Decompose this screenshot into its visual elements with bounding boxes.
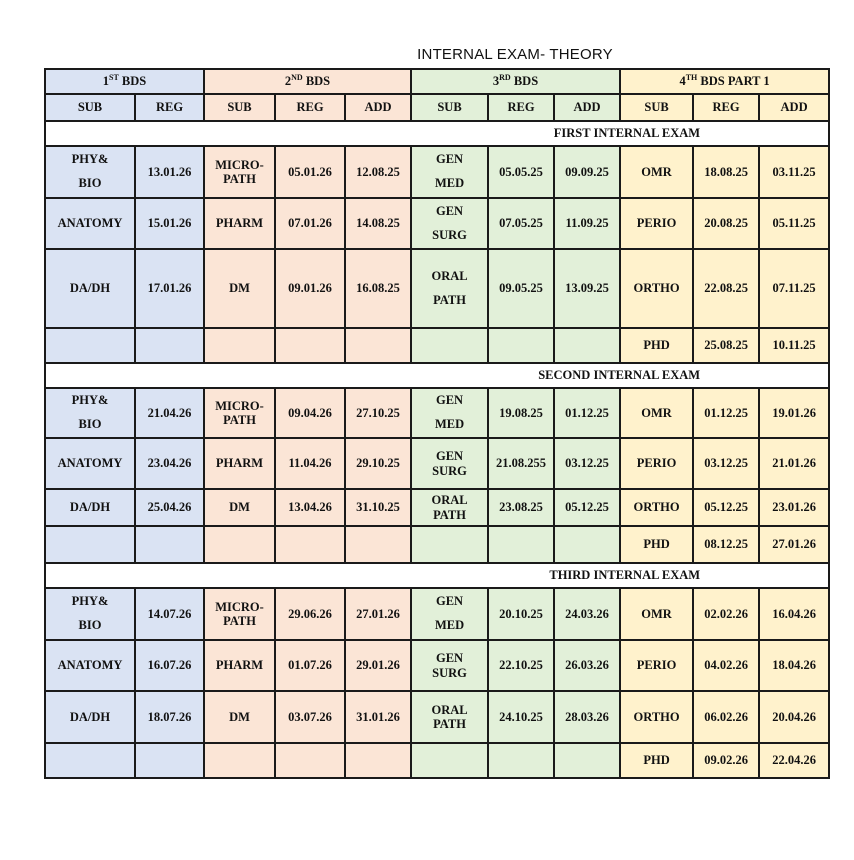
table-cell xyxy=(135,743,204,778)
table-cell: DM xyxy=(204,489,275,526)
table-cell: 22.10.25 xyxy=(488,640,554,691)
exam-section-title: FIRST INTERNAL EXAM xyxy=(45,121,829,146)
exam-section-row xyxy=(45,363,829,388)
table-cell xyxy=(204,328,275,363)
table-cell: 22.08.25 xyxy=(693,249,759,328)
table-cell xyxy=(488,526,554,563)
table-cell xyxy=(411,743,488,778)
table-cell: DA/DH xyxy=(45,249,135,328)
table-cell: GEN MED xyxy=(411,588,488,640)
table-cell: GEN SURG xyxy=(411,438,488,489)
table-cell: 25.04.26 xyxy=(135,489,204,526)
table-row xyxy=(45,489,829,526)
table-cell: MICRO- PATH xyxy=(204,388,275,438)
column-header: SUB xyxy=(411,94,488,121)
table-cell: 22.04.26 xyxy=(759,743,829,778)
table-cell: 02.02.26 xyxy=(693,588,759,640)
table-row xyxy=(45,146,829,198)
column-header: REG xyxy=(275,94,345,121)
table-cell xyxy=(345,743,411,778)
table-cell: 27.10.25 xyxy=(345,388,411,438)
table-cell: DA/DH xyxy=(45,489,135,526)
table-cell: 10.11.25 xyxy=(759,328,829,363)
table-cell: 19.01.26 xyxy=(759,388,829,438)
table-cell: 21.01.26 xyxy=(759,438,829,489)
column-header: SUB xyxy=(620,94,693,121)
table-cell: 31.10.25 xyxy=(345,489,411,526)
table-cell xyxy=(45,526,135,563)
table-cell: 13.04.26 xyxy=(275,489,345,526)
column-header: ADD xyxy=(759,94,829,121)
table-cell: ANATOMY xyxy=(45,640,135,691)
table-cell: 23.04.26 xyxy=(135,438,204,489)
table-cell: ORAL PATH xyxy=(411,489,488,526)
table-cell: 09.02.26 xyxy=(693,743,759,778)
table-cell: MICRO- PATH xyxy=(204,588,275,640)
column-header: ADD xyxy=(345,94,411,121)
table-cell xyxy=(488,743,554,778)
table-cell: PHARM xyxy=(204,438,275,489)
table-cell: 05.12.25 xyxy=(554,489,620,526)
table-cell: 27.01.26 xyxy=(759,526,829,563)
table-cell xyxy=(275,328,345,363)
table-cell: ORTHO xyxy=(620,691,693,743)
table-cell: 20.10.25 xyxy=(488,588,554,640)
table-cell: 09.05.25 xyxy=(488,249,554,328)
table-cell: 07.05.25 xyxy=(488,198,554,249)
table-cell: ANATOMY xyxy=(45,198,135,249)
table-row xyxy=(45,249,829,328)
table-cell xyxy=(204,743,275,778)
table-cell: 04.02.26 xyxy=(693,640,759,691)
column-header: REG xyxy=(693,94,759,121)
table-cell: GEN SURG xyxy=(411,640,488,691)
table-row xyxy=(45,640,829,691)
table-cell xyxy=(345,526,411,563)
year-header: 1ST BDS xyxy=(45,69,204,94)
table-cell xyxy=(411,526,488,563)
table-cell: PHARM xyxy=(204,640,275,691)
table-cell: DA/DH xyxy=(45,691,135,743)
table-cell: 25.08.25 xyxy=(693,328,759,363)
table-cell: 01.12.25 xyxy=(693,388,759,438)
table-cell: DM xyxy=(204,691,275,743)
table-cell: 09.04.26 xyxy=(275,388,345,438)
table-cell xyxy=(275,743,345,778)
table-row xyxy=(45,691,829,743)
table-cell: GEN MED xyxy=(411,146,488,198)
table-row xyxy=(45,438,829,489)
table-cell: 13.01.26 xyxy=(135,146,204,198)
table-cell: 16.08.25 xyxy=(345,249,411,328)
table-cell: 16.04.26 xyxy=(759,588,829,640)
table-row xyxy=(45,743,829,778)
table-cell: DM xyxy=(204,249,275,328)
table-cell xyxy=(554,328,620,363)
table-cell: 12.08.25 xyxy=(345,146,411,198)
table-cell xyxy=(204,526,275,563)
year-header-row xyxy=(45,69,829,94)
table-row xyxy=(45,388,829,438)
year-header: 4TH BDS PART 1 xyxy=(620,69,829,94)
table-row xyxy=(45,198,829,249)
table-cell: 20.04.26 xyxy=(759,691,829,743)
table-cell: 23.08.25 xyxy=(488,489,554,526)
table-cell: OMR xyxy=(620,146,693,198)
table-cell: 24.03.26 xyxy=(554,588,620,640)
column-header-row xyxy=(45,94,829,121)
table-cell: 21.08.255 xyxy=(488,438,554,489)
column-header: SUB xyxy=(45,94,135,121)
exam-section-title: SECOND INTERNAL EXAM xyxy=(45,363,829,388)
table-cell: 24.10.25 xyxy=(488,691,554,743)
exam-section-title: THIRD INTERNAL EXAM xyxy=(45,563,829,588)
table-cell: 31.01.26 xyxy=(345,691,411,743)
table-cell: 29.01.26 xyxy=(345,640,411,691)
table-cell: 08.12.25 xyxy=(693,526,759,563)
column-header: SUB xyxy=(204,94,275,121)
table-cell: 19.08.25 xyxy=(488,388,554,438)
table-cell: PHD xyxy=(620,526,693,563)
column-header: ADD xyxy=(554,94,620,121)
table-cell: ORTHO xyxy=(620,489,693,526)
table-cell: 18.07.26 xyxy=(135,691,204,743)
table-cell: 05.11.25 xyxy=(759,198,829,249)
page-title: INTERNAL EXAM- THEORY xyxy=(417,46,613,63)
table-cell: 29.06.26 xyxy=(275,588,345,640)
table-row xyxy=(45,526,829,563)
table-cell xyxy=(554,743,620,778)
table-cell: 07.01.26 xyxy=(275,198,345,249)
table-cell: 14.08.25 xyxy=(345,198,411,249)
table-cell: OMR xyxy=(620,388,693,438)
table-cell: PHY& BIO xyxy=(45,146,135,198)
table-cell xyxy=(135,526,204,563)
table-cell: GEN SURG xyxy=(411,198,488,249)
table-cell: GEN MED xyxy=(411,388,488,438)
table-cell xyxy=(135,328,204,363)
table-cell: 15.01.26 xyxy=(135,198,204,249)
table-cell xyxy=(45,328,135,363)
table-cell xyxy=(45,743,135,778)
table-cell: 17.01.26 xyxy=(135,249,204,328)
table-cell: 20.08.25 xyxy=(693,198,759,249)
table-cell: PERIO xyxy=(620,640,693,691)
exam-section-row xyxy=(45,121,829,146)
table-row xyxy=(45,588,829,640)
table-cell xyxy=(345,328,411,363)
table-cell: 05.05.25 xyxy=(488,146,554,198)
table-cell: 07.11.25 xyxy=(759,249,829,328)
table-cell: 21.04.26 xyxy=(135,388,204,438)
table-cell: 03.12.25 xyxy=(554,438,620,489)
column-header: REG xyxy=(488,94,554,121)
table-cell: 01.07.26 xyxy=(275,640,345,691)
year-header: 2ND BDS xyxy=(204,69,411,94)
table-row xyxy=(45,328,829,363)
table-cell: 26.03.26 xyxy=(554,640,620,691)
column-header: REG xyxy=(135,94,204,121)
table-cell: OMR xyxy=(620,588,693,640)
table-cell xyxy=(275,526,345,563)
table-cell xyxy=(554,526,620,563)
table-cell: PHY& BIO xyxy=(45,588,135,640)
table-cell: MICRO- PATH xyxy=(204,146,275,198)
table-cell: 06.02.26 xyxy=(693,691,759,743)
table-cell: 09.01.26 xyxy=(275,249,345,328)
table-cell: ORAL PATH xyxy=(411,249,488,328)
table-cell: 29.10.25 xyxy=(345,438,411,489)
exam-schedule-table xyxy=(44,68,830,779)
table-cell: 27.01.26 xyxy=(345,588,411,640)
table-cell: 11.04.26 xyxy=(275,438,345,489)
table-cell: ORTHO xyxy=(620,249,693,328)
table-cell: 23.01.26 xyxy=(759,489,829,526)
table-cell: 13.09.25 xyxy=(554,249,620,328)
table-cell: 18.08.25 xyxy=(693,146,759,198)
table-cell: 05.12.25 xyxy=(693,489,759,526)
table-cell: 01.12.25 xyxy=(554,388,620,438)
table-cell: 03.07.26 xyxy=(275,691,345,743)
table-cell: 16.07.26 xyxy=(135,640,204,691)
exam-section-row xyxy=(45,563,829,588)
table-cell: PERIO xyxy=(620,438,693,489)
table-cell: ANATOMY xyxy=(45,438,135,489)
table-cell: 18.04.26 xyxy=(759,640,829,691)
table-cell xyxy=(488,328,554,363)
table-cell: 14.07.26 xyxy=(135,588,204,640)
table-cell: 03.11.25 xyxy=(759,146,829,198)
table-cell: 03.12.25 xyxy=(693,438,759,489)
table-cell: 11.09.25 xyxy=(554,198,620,249)
table-cell: 28.03.26 xyxy=(554,691,620,743)
year-header: 3RD BDS xyxy=(411,69,620,94)
table-cell: 09.09.25 xyxy=(554,146,620,198)
table-cell: 05.01.26 xyxy=(275,146,345,198)
table-cell: PHARM xyxy=(204,198,275,249)
table-cell: PHD xyxy=(620,743,693,778)
table-cell: PHD xyxy=(620,328,693,363)
table-cell: PHY& BIO xyxy=(45,388,135,438)
table-cell: PERIO xyxy=(620,198,693,249)
table-cell xyxy=(411,328,488,363)
table-cell: ORAL PATH xyxy=(411,691,488,743)
